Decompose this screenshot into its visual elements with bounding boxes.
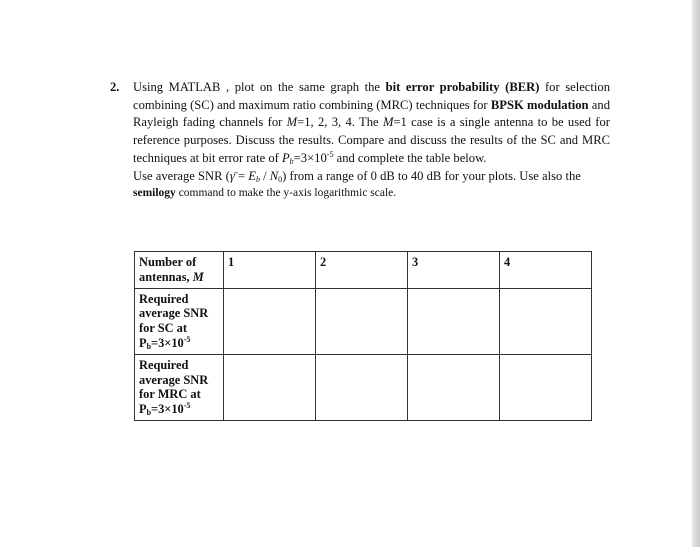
sub-b: b xyxy=(146,341,152,351)
text-span: Using MATLAB , plot on the same graph the xyxy=(133,80,386,94)
sub-b: b xyxy=(146,408,152,418)
table-row-sc xyxy=(135,288,592,354)
text-span: and complete the table below. xyxy=(333,150,487,165)
cell-sc-3[interactable] xyxy=(408,288,500,354)
bold-bpsk: BPSK modulation xyxy=(490,97,589,112)
row-label-value: =3×10 xyxy=(151,335,184,350)
text-span: Use average SNR ( xyxy=(133,168,230,183)
text-span: =1, 2, 3, 4. The xyxy=(297,115,383,130)
table-header-row xyxy=(135,252,592,289)
header-col-4: 4 xyxy=(500,252,592,289)
table-row-mrc xyxy=(135,354,592,420)
header-col-1: 1 xyxy=(224,252,316,289)
var-n0: N xyxy=(269,168,279,183)
sub-0: 0 xyxy=(278,174,283,184)
header-col-2: 2 xyxy=(316,252,408,289)
sub-b: b xyxy=(255,174,260,184)
question-paragraph-1 xyxy=(133,79,610,168)
cell-mrc-3[interactable] xyxy=(408,354,500,420)
row-label-text: Required average SNR for SC at xyxy=(139,291,209,336)
question-paragraph-3 xyxy=(133,185,610,203)
text-span: = xyxy=(234,168,249,183)
row-label-mrc xyxy=(135,354,224,420)
var-pb: P xyxy=(139,335,147,350)
cell-mrc-4[interactable] xyxy=(500,354,592,420)
var-m: M xyxy=(192,269,204,284)
exponent: -5 xyxy=(183,401,191,411)
row-label-sc xyxy=(135,288,224,354)
header-label: Number of antennas, xyxy=(139,255,197,284)
var-m: M xyxy=(382,115,394,130)
cell-mrc-1[interactable] xyxy=(224,354,316,420)
question-block xyxy=(110,79,610,203)
snr-table xyxy=(134,251,592,421)
sub-b: b xyxy=(289,156,294,166)
var-m: M xyxy=(286,115,298,130)
cell-mrc-2[interactable] xyxy=(316,354,408,420)
bold-semilogy: semilogy xyxy=(133,187,176,200)
row-label-value: =3×10 xyxy=(151,402,184,417)
var-pb: P xyxy=(281,150,290,165)
var-eb: E xyxy=(248,168,256,183)
bold-ber: bit error probability (BER) xyxy=(385,80,540,94)
var-gamma: γ̄ xyxy=(229,168,235,183)
cell-sc-4[interactable] xyxy=(500,288,592,354)
var-pb: P xyxy=(139,402,147,417)
text-span: =3×10 xyxy=(293,150,327,165)
text-span: =1 case is a single antenna to be used for reference purposes. Discuss the results. Compare and discuss the results of the SC and MRC techniques at bit error rate of xyxy=(133,115,610,165)
cell-sc-1[interactable] xyxy=(224,288,316,354)
question-number: 2. xyxy=(110,80,120,94)
exponent: -5 xyxy=(183,334,191,344)
page-edge-shadow xyxy=(692,0,700,547)
question-paragraph-2 xyxy=(133,168,610,186)
text-span: and Rayleigh fading channels for xyxy=(133,97,610,130)
question-body xyxy=(133,79,610,203)
text-span: / xyxy=(259,168,270,183)
header-label-cell xyxy=(135,252,224,289)
exponent: -5 xyxy=(326,149,334,159)
text-span: command to make the y-axis logarithmic scale. xyxy=(175,187,397,200)
text-span: for selection combining (SC) and maximum ratio combining (MRC) techniques for xyxy=(133,80,610,112)
row-label-text: Required average SNR for MRC at xyxy=(139,357,209,402)
cell-sc-2[interactable] xyxy=(316,288,408,354)
header-col-3: 3 xyxy=(408,252,500,289)
text-span: ) from a range of 0 dB to 40 dB for your plots. Use also the xyxy=(282,168,581,183)
